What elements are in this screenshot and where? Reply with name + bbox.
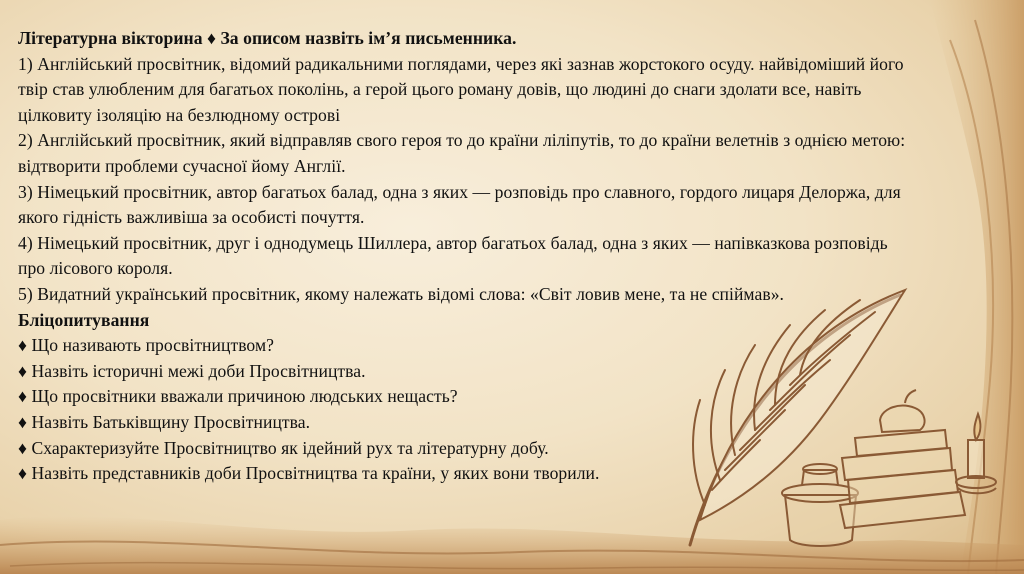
quiz-title: Літературна вікторина ♦ За описом назвіть ім’я письменника. <box>18 28 517 48</box>
blitz-item-5: ♦ Схарактеризуйте Просвітництво як ідейний рух та літературну добу. <box>18 437 549 458</box>
quiz-item-1: 1) Англійський просвітник, відомий радикальними поглядами, через які зазнав жорстокого осуду. найвідоміший його твір став улюбленим для багатьох поколінь, а герой цього роману довів, що людині до снаги здолати все, навіть цілковиту ізоляцію на безлюдному острові <box>18 53 904 125</box>
quiz-item-3: 3) Німецький просвітник, автор багатьох балад, одна з яких — розповідь про славного, гордого лицаря Делоржа, для якого гідність важливіша за особисті почуття. <box>18 181 901 228</box>
blitz-heading: Бліцопитування <box>18 309 150 330</box>
quiz-item-2: 2) Англійський просвітник, який відправляв свого героя то до країни ліліпутів, то до країни велетнів з однією метою: відтворити проблеми сучасної йому Англії. <box>18 130 906 176</box>
quiz-item-5: 5) Видатний український просвітник, якому належать відомі слова: «Світ ловив мене, та не спіймав». <box>18 283 784 304</box>
quiz-text-block <box>18 26 918 487</box>
blitz-item-2: ♦ Назвіть історичні межі доби Просвітництва. <box>18 360 366 381</box>
blitz-item-3: ♦ Що просвітники вважали причиною людських нещасть? <box>18 386 458 407</box>
blitz-item-1: ♦ Що називають просвітництвом? <box>18 335 274 356</box>
quiz-item-4: 4) Німецький просвітник, друг і однодумець Шиллера, автор багатьох балад, одна з яких — напівказкова розповідь про лісового короля. <box>18 232 888 279</box>
blitz-item-4: ♦ Назвіть Батьківщину Просвітництва. <box>18 411 311 432</box>
blitz-item-6: ♦ Назвіть представників доби Просвітництва та країни, у яких вони творили. <box>18 463 600 484</box>
